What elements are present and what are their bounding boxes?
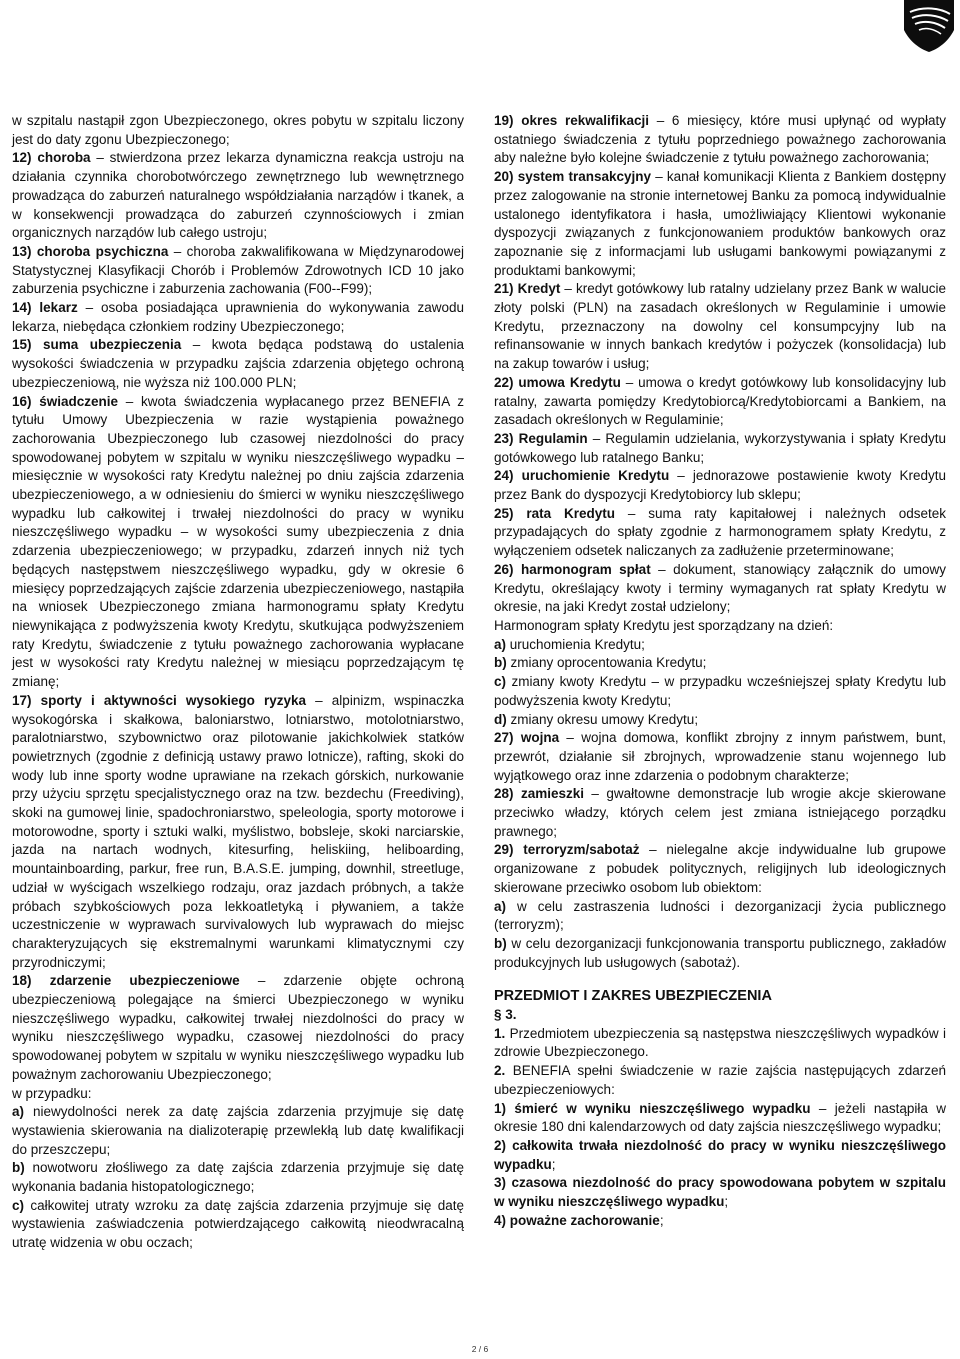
item-number: b)	[494, 935, 507, 951]
paragraph	[494, 168, 946, 280]
paragraph	[494, 561, 946, 617]
paragraph-text: niewydolności nerek za datę zajścia zdarzenia przyjmuje się datę wystawienia skierowania na dializoterapię przewlekłą lub datę kwalifikacji do przeszczepu;	[12, 1104, 464, 1157]
item-number: a)	[12, 1104, 25, 1120]
paragraph	[12, 972, 464, 1084]
defined-term: Regulamin	[518, 430, 588, 446]
paragraph-text: uruchomienia Kredytu;	[506, 636, 645, 652]
paragraph-text: – alpinizm, wspinaczka wysokogórska i skałkowa, baloniarstwo, lotniarstwo, motolotniarstwo, paralotniarstwo, szybownictwo oraz pilotowanie jakichkolwiek statków powietrznych (zgodnie z definicją ustawy prawo lotnicze), rafting, skoki do wody lub inne sporty wodne uprawiane na rzekach górskich, nurkowanie przy użyciu sprzętu specjalistycznego oraz na tzw. bezdechu (Freediving), skoki na gumowej linie, spadochroniarstwo, speleologia, sporty motorowe i motorowodne, sporty i sztuki walki, myślistwo, bobsleje, skoki narciarskie, jazda na nartach wodnych, kitesurfing, heliskiing, heliboarding, mountainboarding, parkur, free run, B.A.S.E. jumping, downhil, streetluge, udział w wyścigach wszelkiego rodzaju, oraz jazdach próbnych, a także próbach szybkościowych poza lekkoatletyką i pływaniem, a także uczestniczenie w wyprawach survivalowych lub wyprawach do miejsc charakteryzujących się ekstremalnymi warunkami klimatycznymi czy przyrodniczymi;	[12, 692, 464, 970]
paragraph-text: Harmonogram spłaty Kredytu jest sporządzany na dzień:	[494, 617, 834, 633]
paragraph	[12, 299, 464, 336]
defined-term: wojna	[520, 730, 560, 746]
paragraph	[494, 430, 946, 467]
item-number: 24)	[494, 468, 514, 484]
paragraph	[12, 336, 464, 392]
item-number: 1)	[494, 1100, 507, 1116]
paragraph	[494, 1062, 946, 1099]
paragraph	[494, 729, 946, 785]
paragraph-text: zmiany kwoty Kredytu – w przypadku wcześniejszej spłaty Kredytu lub podwyższenia kwoty Kredytu;	[494, 674, 946, 708]
paragraph-text: – wojna domowa, konflikt zbrojny z innym państwem, bunt, przewrót, działanie sił zbrojnych, wprowadzenie stanu wojennego lub wyjątkowego oraz inne zdarzenia o podobnym charakterze;	[494, 730, 946, 783]
defined-term: rata Kredytu	[526, 505, 616, 521]
item-number: 2.	[494, 1063, 506, 1079]
item-number: 21)	[494, 281, 514, 297]
defined-term: poważne zachorowanie	[509, 1212, 660, 1228]
paragraph-text: w przypadku:	[12, 1085, 92, 1101]
paragraph-text: – jeżeli nastąpiła w okresie 180 dni kalendarzowych od daty zajścia nieszczęśliwego wypadku;	[494, 1100, 946, 1135]
defined-term: sporty i aktywności wysokiego ryzyka	[40, 692, 307, 708]
defined-term: śmierć w wyniku nieszczęśliwego wypadku	[514, 1100, 811, 1116]
item-number: a)	[494, 636, 507, 652]
paragraph-text: w celu dezorganizacji funkcjonowania transportu publicznego, zakładów produkcyjnych lub usługowych (sabotaż).	[494, 935, 946, 970]
paragraph-text: nowotworu złośliwego za datę zajścia zdarzenia przyjmuje się datę wykonania badania histopatologicznego;	[12, 1160, 464, 1195]
item-number: 13)	[12, 243, 32, 259]
defined-term: czasowa niezdolność do pracy spowodowana pobytem w szpitalu w wyniku nieszczęśliwego wypadku	[494, 1175, 946, 1210]
defined-term: umowa Kredytu	[518, 374, 621, 390]
item-number: 29)	[494, 842, 514, 858]
paragraph-text: ;	[659, 1212, 664, 1228]
paragraph-text: – 6 miesięcy, które musi upłynąć od wypłaty ostatniego świadczenia z tytułu poprzedniego poważnego zachorowania aby należne było kolejne świadczenie z tytułu poważnego zachorowania;	[494, 113, 946, 166]
item-number: 15)	[12, 337, 32, 353]
paragraph	[494, 1137, 946, 1174]
paragraph-text: – dokument, stanowiący załącznik do umowy Kredytu, określający kwoty i terminy wymaganych rat spłaty Kredytu w okresie, na jaki Kredyt został udzielony;	[494, 561, 946, 615]
paragraph	[12, 1159, 464, 1196]
defined-term: zamieszki	[520, 786, 584, 802]
item-number: c)	[494, 674, 507, 690]
defined-term: choroba	[37, 150, 91, 166]
item-number: 14)	[12, 300, 32, 316]
paragraph-text: – kwota świadczenia wypłacanego przez BENEFIA z tytułu Umowy Ubezpieczenia w razie wystąpienia poważnego zachorowania Ubezpieczonego lub czasowej niezdolności do pracy spowodowanej pobytem w szpitalu w wyniku nieszczęśliwego wypadku – miesięcznie w wysokości raty Kredytu należnej po dniu zajścia zdarzenia ubezpieczeniowego, a w odniesieniu do śmierci w wyniku nieszczęśliwego wypadku lub całkowitej i trwałej niezdolności do pracy w wyniku nieszczęśliwego wypadku – w wysokości sumy ubezpieczenia z dnia zdarzenia ubezpieczeniowego; w przypadku, zdarzeń innych niż tych będących następstwem nieszczęśliwego wypadku, gdy w okresie 6 miesięcy poprzedzających zajście zdarzenia ubezpieczeniowego, nastąpiła na wniosek Ubezpieczonego zmiana harmonogramu spłaty Kredytu niewynikająca z podwyższenia kwoty Kredytu, skutkująca podwyższeniem raty Kredytu, świadczenie z tytułu poważnego zachorowania wypłacane jest w wysokości raty Kredytu należnej w miesiącu poprzedzającym tę zmianę;	[12, 393, 464, 690]
item-number: b)	[12, 1160, 25, 1176]
item-number: 2)	[494, 1137, 507, 1153]
paragraph-text: w szpitalu nastąpił zgon Ubezpieczonego, okres pobytu w szpitalu liczony jest do daty zgonu Ubezpieczonego;	[12, 113, 464, 147]
defined-term: całkowita trwała niezdolność do pracy w wyniku nieszczęśliwego wypadku	[494, 1137, 946, 1172]
item-number: 17)	[12, 692, 32, 708]
item-number: 23)	[494, 430, 514, 446]
item-number: 12)	[12, 150, 32, 166]
item-number: a)	[494, 898, 507, 914]
paragraph	[494, 1100, 946, 1137]
defined-term: choroba psychiczna	[36, 243, 169, 259]
paragraph-text: – suma raty kapitałowej i należnych odsetek przypadających do spłaty zgodnie z harmonogramem spłaty Kredytu, z wyłączeniem odsetek naliczanych za zadłużenie przeterminowane;	[494, 505, 946, 559]
defined-term: świadczenie	[39, 393, 119, 409]
paragraph	[494, 673, 946, 710]
item-number: 22)	[494, 374, 514, 390]
paragraph-text: zmiany okresu umowy Kredytu;	[506, 711, 699, 727]
paragraph	[494, 785, 946, 841]
item-number: b)	[494, 655, 507, 671]
paragraph	[12, 112, 464, 149]
defined-term: harmonogram spłat	[520, 561, 651, 577]
paragraph-text: całkowitej utraty wzroku za datę zajścia zdarzenia przyjmuje się datę wystawienia zaświadczenia potwierdzającego całkowitą nieodwracalną utratę widzenia w obu oczach;	[12, 1197, 464, 1251]
paragraph	[494, 617, 946, 636]
paragraph	[494, 1006, 946, 1025]
defined-term: uruchomienie Kredytu	[521, 468, 670, 484]
item-number: 28)	[494, 786, 514, 802]
paragraph-text: BENEFIA spełni świadczenie w razie zajścia następujących zdarzeń ubezpieczeniowych:	[494, 1063, 946, 1097]
item-number: 3)	[494, 1175, 507, 1191]
section-heading: PRZEDMIOT I ZAKRES UBEZPIECZENIA	[494, 988, 772, 1005]
item-number: 20)	[494, 169, 514, 185]
item-number: 1.	[494, 1025, 506, 1041]
paragraph	[494, 636, 946, 655]
item-number: 4)	[494, 1212, 507, 1228]
paragraph-text: w celu zastraszenia ludności i dezorganizacji życia publicznego (terroryzm);	[494, 898, 946, 933]
paragraph	[12, 1197, 464, 1253]
item-number: d)	[494, 711, 507, 727]
paragraph-text: – gwałtowne demonstracje lub wrogie akcje skierowane przeciwko władzy, których celem jest zmiana istniejącego porządku prawnego;	[494, 786, 946, 839]
paragraph-text: – nielegalne akcje indywidualne lub grupowe organizowane z pobudek politycznych, religijnych lub ideologicznych skierowane przeciwko osobom lub obiektom:	[494, 842, 946, 895]
paragraph-text: ;	[551, 1156, 556, 1172]
paragraph	[494, 374, 946, 430]
paragraph	[494, 898, 946, 935]
defined-term: terroryzm/sabotaż	[523, 842, 640, 858]
left-column	[12, 112, 464, 1253]
paragraph	[494, 1212, 946, 1231]
paragraph	[494, 280, 946, 374]
item-number: 18)	[12, 973, 32, 989]
item-number: 26)	[494, 561, 514, 577]
paragraph-text: – kwota będąca podstawą do ustalenia wysokości świadczenia w przypadku zajścia zdarzenia objętego ochroną ubezpieczeniową, nie wyższa niż 100.000 PLN;	[12, 337, 464, 390]
item-number: 16)	[12, 393, 32, 409]
paragraph-text: – kredyt gotówkowy lub ratalny udzielany przez Bank w walucie złoty polski (PLN) na zasadach określonych w Regulaminie i umowie Kredytu, przeznaczony na dowolny cel konsumpcyjny lub na refinansowanie w innych bankach kredytów i pożyczek (konsolidacja) lub na zakup towarów i usług;	[494, 281, 946, 372]
paragraph-text: – jednorazowe postawienie kwoty Kredytu przez Bank do dyspozycji Kredytobiorcy lub sklepu;	[494, 468, 946, 503]
paragraph	[12, 1103, 464, 1159]
paragraph	[494, 1174, 946, 1211]
defined-term: § 3.	[494, 1007, 517, 1023]
paragraph	[494, 935, 946, 972]
paragraph	[494, 1025, 946, 1062]
paragraph	[494, 841, 946, 897]
paragraph-text: zmiany oprocentowania Kredytu;	[506, 655, 707, 671]
defined-term: Kredyt	[517, 281, 561, 297]
right-column	[494, 112, 946, 1230]
paragraph-text: – stwierdzona przez lekarza dynamiczna reakcja ustroju na działania czynnika chorobotwórczego zewnętrznego lub wewnętrznego prowadząca do zaburzeń naturalnego współdziałania narządów i tkanek, a w konsekwencji prowadząca do zaburzeń czynnościowych i zmian organicznych narządów lub całego ustroju;	[12, 150, 464, 241]
item-number: c)	[12, 1197, 25, 1213]
paragraph-text: ;	[724, 1194, 729, 1210]
paragraph-text: – osoba posiadająca uprawnienia do wykonywania zawodu lekarza, niebędąca członkiem rodziny Ubezpieczonego;	[12, 300, 464, 334]
defined-term: system transakcyjny	[517, 169, 651, 185]
defined-term: lekarz	[39, 300, 78, 316]
defined-term: suma ubezpieczenia	[43, 337, 182, 353]
wings-crest-icon	[904, 0, 954, 52]
paragraph-text: – Regulamin udzielania, wykorzystywania i spłaty Kredytu gotówkowego lub ratalnego Banku;	[494, 430, 946, 465]
paragraph	[494, 654, 946, 673]
paragraph	[494, 467, 946, 504]
paragraph-text: – zdarzenie objęte ochroną ubezpieczeniową polegające na śmierci Ubezpieczonego w wyniku nieszczęśliwego wypadku, całkowitej trwałej niezdolności do pracy w wyniku nieszczęśliwego wypadku, czasowej niezdolności do pracy spowodowanej pobytem w szpitalu w wyniku nieszczęśliwego wypadku lub poważnym zachorowaniu Ubezpieczonego;	[12, 973, 464, 1082]
paragraph	[494, 505, 946, 561]
paragraph-text: – choroba zakwalifikowana w Międzynarodowej Statystycznej Klasyfikacji Chorób i Problemów Zdrowotnych ICD 10 jako zaburzenia psychiczne i zaburzenia zachowania (F00--F99);	[12, 243, 464, 297]
paragraph	[12, 393, 464, 692]
defined-term: zdarzenie ubezpieczeniowe	[49, 973, 240, 989]
paragraph	[12, 692, 464, 973]
item-number: 27)	[494, 730, 514, 746]
paragraph	[12, 1085, 464, 1104]
page-number: 2 / 6	[471, 1344, 489, 1354]
paragraph	[12, 243, 464, 299]
paragraph	[494, 112, 946, 168]
paragraph-text: – umowa o kredyt gotówkowy lub konsolidacyjny lub ratalny, zawarta pomiędzy Kredytobiorcą/Kredytobiorcami a Bankiem, na zasadach określonych w Regulaminie;	[494, 374, 946, 428]
paragraph-text: – kanał komunikacji Klienta z Bankiem dostępny przez zalogowanie na stronie internetowej Banku za pomocą indywidualnie ustalonego identyfikatora i hasła, umożliwiający Klientowi wykonanie dyspozycji związanych z funkcjonowaniem produktów bankowych oraz zapoznanie się z informacjami lub usługami bankowymi powiązanymi z produktami bankowymi;	[494, 169, 946, 278]
defined-term: okres rekwalifikacji	[521, 113, 650, 128]
paragraph-text: Przedmiotem ubezpieczenia są następstwa nieszczęśliwych wypadków i zdrowie Ubezpieczonego.	[494, 1025, 946, 1060]
paragraph	[12, 149, 464, 243]
paragraph	[494, 711, 946, 730]
item-number: 19)	[494, 113, 514, 128]
item-number: 25)	[494, 505, 514, 521]
